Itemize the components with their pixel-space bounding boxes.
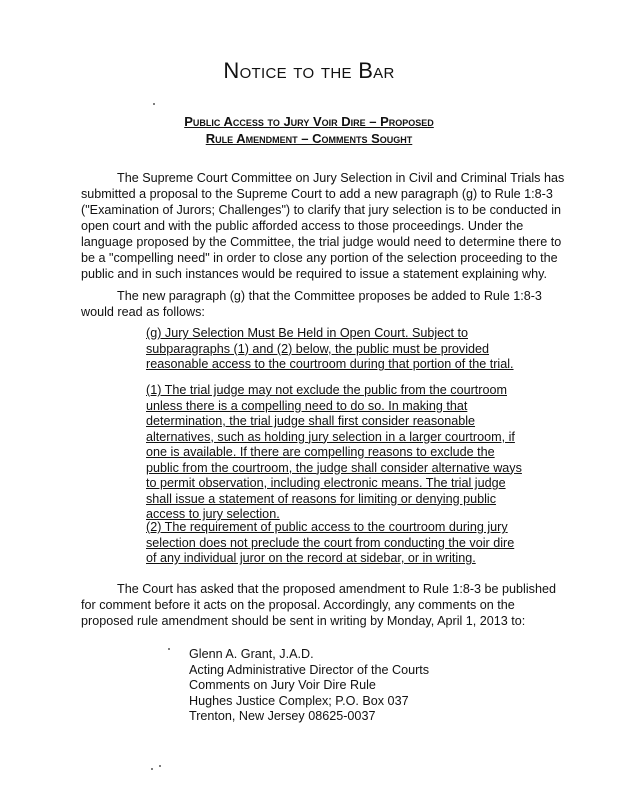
- text-line: subparagraphs (1) and (2) below, the public must be provided: [146, 341, 490, 356]
- address-line: Trenton, New Jersey 08625-0037: [189, 709, 376, 723]
- page-title: Notice to the Bar: [223, 58, 395, 83]
- rule-paragraph-g: [146, 326, 526, 373]
- scan-speck: [159, 765, 161, 767]
- text-line: The Supreme Court Committee on Jury Selection in Civil and Criminal Trials has: [117, 171, 565, 185]
- proposal-paragraph: [81, 288, 543, 320]
- text-line: to permit observation, including electronic means. The trial judge: [146, 476, 506, 490]
- address-line: Glenn A. Grant, J.A.D.: [189, 647, 314, 661]
- text-line: (1) The trial judge may not exclude the public from the courtroom: [146, 383, 507, 397]
- text-line: ("Examination of Jurors; Challenges") to clarify that jury selection is to be conducted in: [81, 203, 562, 217]
- text-line: The new paragraph (g) that the Committee proposes be added to Rule 1:8-3: [117, 289, 542, 303]
- scan-speck: [168, 648, 170, 650]
- text-line: one is available. If there are compelling reasons to exclude the: [146, 445, 495, 459]
- text-line: The Court has asked that the proposed amendment to Rule 1:8-3 be published: [117, 582, 556, 596]
- rule-subparagraph-1: [146, 383, 526, 523]
- text-line: unless there is a compelling need to do so. In making that: [146, 398, 468, 413]
- rule-subparagraph-2: [146, 520, 526, 567]
- text-line: reasonable access to the courtroom during that portion of the trial.: [146, 357, 514, 371]
- text-line: proposed rule amendment should be sent in writing by Monday, April 1, 2013 to:: [81, 614, 526, 628]
- text-line: shall issue a statement of reasons for limiting or denying public: [146, 491, 497, 506]
- address-line: Hughes Justice Complex; P.O. Box 037: [189, 693, 409, 708]
- comments-paragraph: [81, 581, 556, 629]
- scan-speck: [153, 103, 155, 105]
- text-line: public and in such instances would be required to issue a statement explaining why.: [81, 267, 548, 281]
- address-line: Acting Administrative Director of the Courts: [189, 662, 430, 677]
- text-line: determination, the trial judge shall first consider reasonable: [146, 414, 476, 428]
- subtitle-line-2: Rule Amendment – Comments Sought: [205, 131, 413, 146]
- address-line: Comments on Jury Voir Dire Rule: [189, 678, 376, 692]
- text-line: (2) The requirement of public access to the courtroom during jury: [146, 520, 508, 534]
- mailing-address: [189, 647, 429, 725]
- text-line: public from the courtroom, the judge shall consider alternative ways: [146, 460, 522, 475]
- text-line: of any individual juror on the record at sidebar, or in writing.: [146, 551, 476, 565]
- text-line: (g) Jury Selection Must Be Held in Open Court. Subject to: [146, 326, 468, 340]
- text-line: selection does not preclude the court from conducting the voir dire: [146, 535, 515, 550]
- text-line: alternatives, such as holding jury selection in a larger courtroom, if: [146, 429, 515, 444]
- text-line: would read as follows:: [81, 305, 205, 319]
- text-line: language proposed by the Committee, the trial judge would need to determine there to: [81, 235, 562, 249]
- subtitle-line-1: Public Access to Jury Voir Dire – Proposed: [184, 114, 434, 129]
- intro-paragraph: [81, 170, 565, 282]
- text-line: access to jury selection.: [146, 507, 280, 521]
- text-line: open court and with the public afforded access to those proceedings. Under the: [81, 219, 524, 233]
- text-line: submitted a proposal to the Supreme Court to add a new paragraph (g) to Rule 1:8-3: [81, 187, 553, 201]
- text-line: be a "compelling need" in order to close any portion of the selection proceeding to the: [81, 251, 558, 265]
- notice-subtitle: [0, 113, 618, 147]
- text-line: for comment before it acts on the proposal. Accordingly, any comments on the: [81, 598, 515, 612]
- scan-speck: [151, 768, 153, 770]
